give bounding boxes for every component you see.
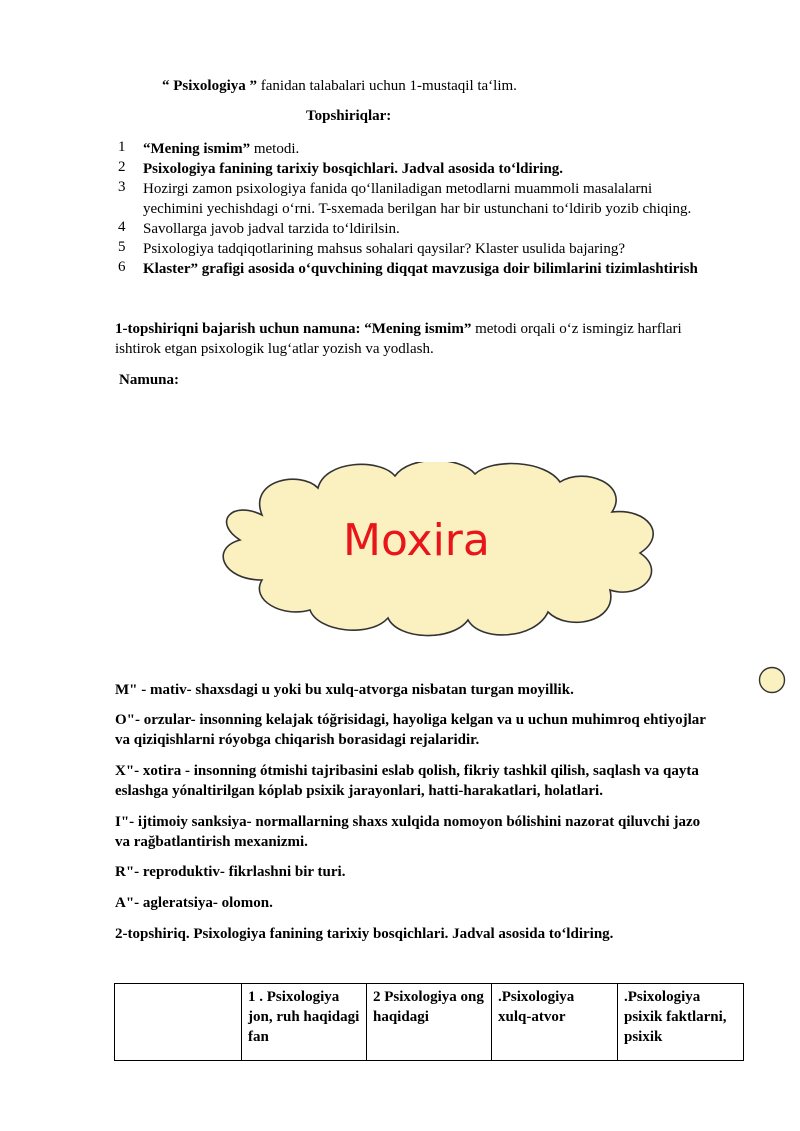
example-label: Namuna: xyxy=(119,372,180,388)
task-bold-text: Klaster” grafigi asosida o‘quvchining diqqat mavzusiga doir bilimlarini tizimlashtirish xyxy=(143,261,698,277)
table-cell xyxy=(115,984,242,1061)
definition-line: eslashga yónaltirilgan kóplab psixik jarayonlari, hatti-harakatlari, holatlari. xyxy=(115,783,603,799)
header-rest: fanidan talabalari uchun 1-mustaqil ta‘lim. xyxy=(257,78,517,94)
task-number: 4 xyxy=(118,219,126,235)
definition-x xyxy=(115,761,755,801)
subject-name: “ Psixologiya ” xyxy=(162,78,258,94)
task-number: 1 xyxy=(118,139,126,155)
example-text: metodi orqali o‘z ismingiz harflari xyxy=(471,321,682,337)
task-text: metodi. xyxy=(250,141,300,157)
definition-o xyxy=(115,710,755,750)
definition-m xyxy=(115,680,755,700)
task-number: 5 xyxy=(118,239,126,255)
document-header xyxy=(162,78,517,95)
tasks-heading: Topshiriqlar: xyxy=(306,108,392,124)
example-instruction xyxy=(115,321,682,338)
definition-line: va rağbatlantirish mexanizmi. xyxy=(115,834,308,850)
definition-line: O"- orzular- insonning kelajak tóğrisidagi, hayoliga kelgan va u uchun muhimroq ehtiyojlar xyxy=(115,712,706,728)
table-cell: .Psixologiya xulq-atvor xyxy=(492,984,618,1061)
history-stages-table xyxy=(114,983,744,1061)
task-bold-text: “Mening ismim” xyxy=(143,141,251,157)
definition-a xyxy=(115,893,755,913)
table-row xyxy=(115,984,744,1061)
task-number: 6 xyxy=(118,259,126,275)
table-cell: .Psixologiya psixik faktlarni, psixik xyxy=(618,984,744,1061)
definition-r xyxy=(115,862,755,882)
definition-line: I"- ijtimoiy sanksiya- normallarning shaxs xulqida nomoyon bólishini nazorat qiluvchi jazo xyxy=(115,814,701,830)
circle-shape-icon xyxy=(758,666,788,696)
table-cell: 1 . Psixologiya jon, ruh haqidagi fan xyxy=(242,984,367,1061)
definition-line: A"- agleratsiya- olomon. xyxy=(115,895,273,911)
task-text: Savollarga javob jadval tarzida to‘ldirilsin. xyxy=(143,221,400,237)
definition-line: va qiziqishlarni róyobga chiqarish borasidagi rejalaridir. xyxy=(115,732,480,748)
definition-line: 2-topshiriq. Psixologiya fanining tarixiy bosqichlari. Jadval asosida to‘ldiring. xyxy=(115,926,614,942)
task-bold-text: Psixologiya fanining tarixiy bosqichlari. Jadval asosida to‘ldiring. xyxy=(143,161,564,177)
example-bold: 1-topshiriqni bajarish uchun namuna: “Mening ismim” xyxy=(115,321,472,337)
table-cell: 2 Psixologiya ong haqidagi xyxy=(367,984,492,1061)
definition-i xyxy=(115,812,755,852)
task-number: 3 xyxy=(118,179,126,195)
task2-heading xyxy=(115,924,755,944)
task-text: Hozirgi zamon psixologiya fanida qo‘llaniladigan metodlarni muammoli masalalarni xyxy=(143,181,653,197)
task-text-continued: yechimini yechishdagi o‘rni. T-sxemada berilgan har bir ustunchani to‘ldirib yozib chiqing. xyxy=(143,201,692,217)
example-line2: ishtirok etgan psixologik lug‘atlar yozish va yodlash. xyxy=(115,341,434,357)
definition-line: X"- xotira - insonning ótmishi tajribasini eslab qolish, fikriy tashkil qilish, saqlash va qayta xyxy=(115,763,699,779)
definition-line: M" - mativ- shaxsdagi u yoki bu xulq-atvorga nisbatan turgan moyillik. xyxy=(115,682,574,698)
task-text: Psixologiya tadqiqotlarining mahsus sohalari qaysilar? Klaster usulida bajaring? xyxy=(143,241,625,257)
definition-line: R"- reproduktiv- fikrlashni bir turi. xyxy=(115,864,346,880)
task-number: 2 xyxy=(118,159,126,175)
cloud-name-text: Moxira xyxy=(343,515,490,566)
